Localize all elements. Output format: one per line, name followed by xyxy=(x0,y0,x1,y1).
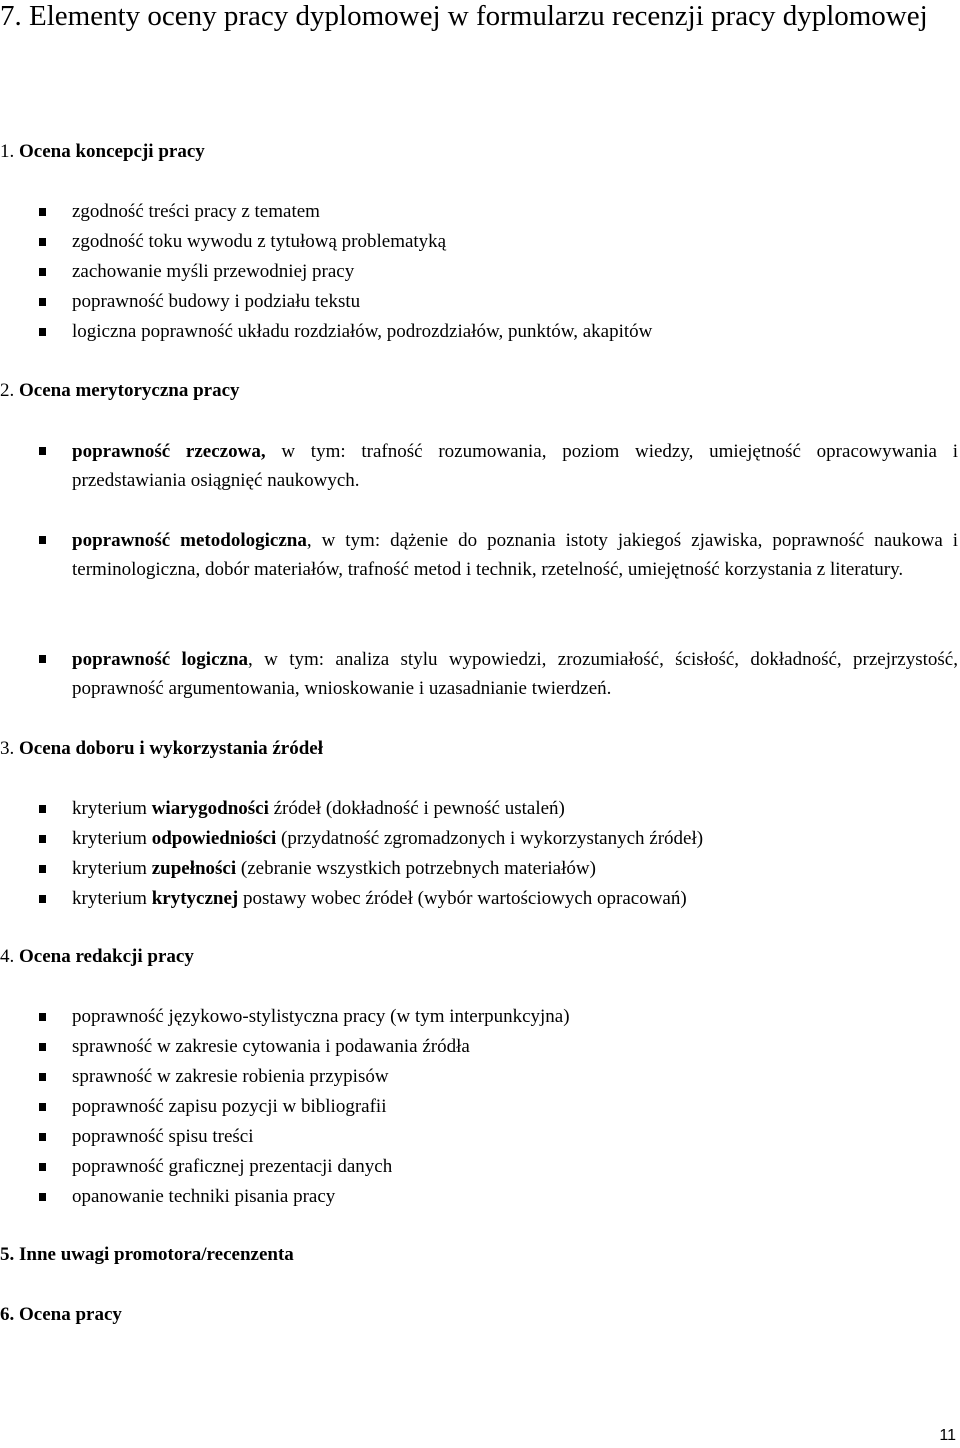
list-item: kryterium krytycznej postawy wobec źródeł (wybór wartościowych opracowań) xyxy=(0,884,960,914)
list-item: sprawność w zakresie cytowania i podawania źródła xyxy=(0,1032,960,1062)
list-item: poprawność zapisu pozycji w bibliografii xyxy=(0,1092,960,1122)
section-1-list xyxy=(0,197,960,347)
square-bullet-icon xyxy=(39,268,46,276)
square-bullet-icon xyxy=(39,1013,46,1021)
section-2-paragraph-2: poprawność metodologiczna, w tym: dążenie do poznania istoty jakiegoś zjawiska, poprawność naukowa i terminologiczna, dobór materiałów, trafność metod i technik, rzetelność, umiejętność korzystania z literatury. xyxy=(72,526,958,584)
square-bullet-icon xyxy=(39,865,46,873)
square-bullet-icon xyxy=(39,1133,46,1141)
square-bullet-icon xyxy=(39,655,46,663)
square-bullet-icon xyxy=(39,238,46,246)
list-item: poprawność spisu treści xyxy=(0,1122,960,1152)
list-item: poprawność językowo-stylistyczna pracy (w tym interpunkcyjna) xyxy=(0,1002,960,1032)
list-item: opanowanie techniki pisania pracy xyxy=(0,1182,960,1212)
page-number: 11 xyxy=(939,1427,956,1444)
square-bullet-icon xyxy=(39,895,46,903)
square-bullet-icon xyxy=(39,1043,46,1051)
list-item: poprawność graficznej prezentacji danych xyxy=(0,1152,960,1182)
square-bullet-icon xyxy=(39,447,46,455)
section-2-heading: 2. Ocena merytoryczna pracy xyxy=(0,380,240,401)
square-bullet-icon xyxy=(39,536,46,544)
section-2-paragraph-1: poprawność rzeczowa, w tym: trafność rozumowania, poziom wiedzy, umiejętność opracowywania i przedstawiania osiągnięć naukowych. xyxy=(72,437,958,495)
square-bullet-icon xyxy=(39,328,46,336)
list-item: poprawność budowy i podziału tekstu xyxy=(0,287,960,317)
section-4-heading: 4. Ocena redakcji pracy xyxy=(0,946,194,967)
square-bullet-icon xyxy=(39,208,46,216)
section-6-heading: 6. Ocena pracy xyxy=(0,1304,122,1325)
section-1-heading: 1. Ocena koncepcji pracy xyxy=(0,141,205,162)
section-5-heading: 5. Inne uwagi promotora/recenzenta xyxy=(0,1244,294,1265)
list-item: kryterium wiarygodności źródeł (dokładność i pewność ustaleń) xyxy=(0,794,960,824)
square-bullet-icon xyxy=(39,1193,46,1201)
list-item: zgodność treści pracy z tematem xyxy=(0,197,960,227)
page-title: 7. Elementy oceny pracy dyplomowej w formularzu recenzji pracy dyplomowej xyxy=(0,0,928,32)
list-item: zgodność toku wywodu z tytułową problematyką xyxy=(0,227,960,257)
list-item: kryterium odpowiedniości (przydatność zgromadzonych i wykorzystanych źródeł) xyxy=(0,824,960,854)
section-3-list xyxy=(0,794,960,914)
section-4-list xyxy=(0,1002,960,1212)
square-bullet-icon xyxy=(39,1163,46,1171)
square-bullet-icon xyxy=(39,1103,46,1111)
square-bullet-icon xyxy=(39,805,46,813)
list-item: logiczna poprawność układu rozdziałów, podrozdziałów, punktów, akapitów xyxy=(0,317,960,347)
list-item: kryterium zupełności (zebranie wszystkich potrzebnych materiałów) xyxy=(0,854,960,884)
square-bullet-icon xyxy=(39,835,46,843)
section-3-heading: 3. Ocena doboru i wykorzystania źródeł xyxy=(0,738,323,759)
square-bullet-icon xyxy=(39,298,46,306)
section-2-paragraph-3: poprawność logiczna, w tym: analiza stylu wypowiedzi, zrozumiałość, ścisłość, dokładność, przejrzystość, poprawność argumentowania, wnioskowanie i uzasadnianie twierdzeń. xyxy=(72,645,958,703)
list-item: zachowanie myśli przewodniej pracy xyxy=(0,257,960,287)
list-item: sprawność w zakresie robienia przypisów xyxy=(0,1062,960,1092)
square-bullet-icon xyxy=(39,1073,46,1081)
